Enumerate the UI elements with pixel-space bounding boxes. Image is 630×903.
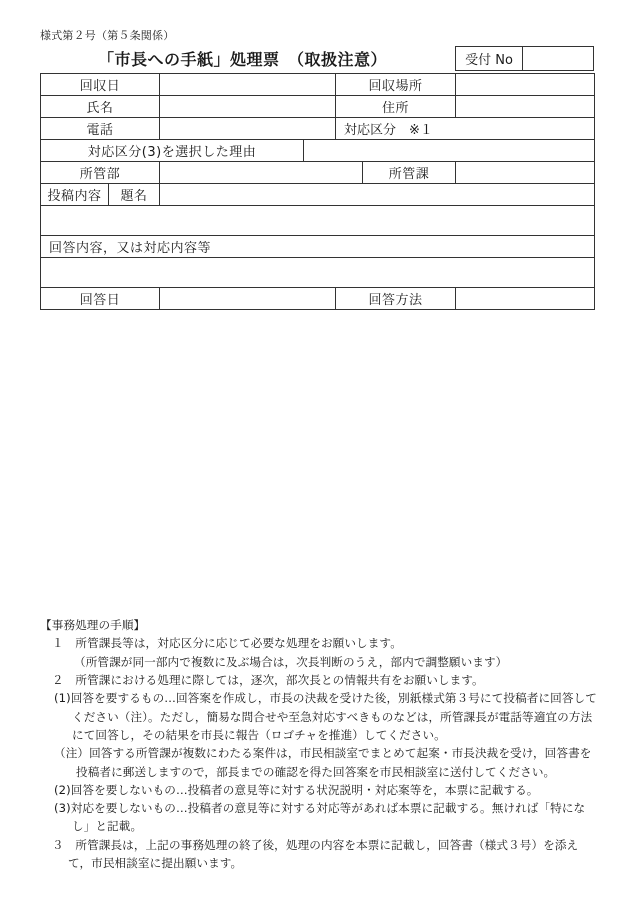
label-name: 氏名	[41, 96, 160, 118]
table-row-answer-date	[41, 288, 595, 310]
table-row-reason	[41, 140, 595, 162]
label-answer-content: 回答内容，又は対応内容等	[41, 236, 595, 258]
main-form-table	[40, 73, 595, 310]
table-row-name	[41, 96, 595, 118]
table-row-answer-body	[41, 258, 595, 288]
table-row-department	[41, 162, 595, 184]
instructions-block	[40, 616, 600, 872]
receipt-number-field[interactable]	[523, 47, 593, 70]
instruction-line-2-item-3: (3)対応を要しないもの…投稿者の意見等に対する対応等があれば本票に記載する。無ければ「特になし」と記載。	[54, 801, 586, 834]
label-subject: 題名	[109, 184, 160, 206]
field-collection-place[interactable]	[456, 74, 595, 96]
field-subject[interactable]	[160, 184, 595, 206]
label-answer-date: 回答日	[41, 288, 160, 310]
table-row-subject	[41, 184, 595, 206]
label-response-category: 対応区分 ※１	[336, 118, 595, 140]
field-phone[interactable]	[160, 118, 336, 140]
receipt-number-label: 受付 No	[456, 47, 523, 70]
label-department: 所管部	[41, 162, 160, 184]
field-address[interactable]	[456, 96, 595, 118]
table-row-answer-head	[41, 236, 595, 258]
instruction-line-1-note: （所管課が同一部内で複数に及ぶ場合は，次長判断のうえ，部内で調整願います）	[74, 654, 508, 669]
label-collection-place: 回収場所	[336, 74, 456, 96]
field-department[interactable]	[160, 162, 363, 184]
field-post-body[interactable]	[41, 206, 595, 236]
field-reason[interactable]	[304, 140, 595, 162]
table-row-post-body	[41, 206, 595, 236]
instruction-line-2-item-1-note: （注）回答する所管課が複数にわたる案件は，市民相談室でまとめて起案・市長決裁を受け，回答書を投稿者に郵送しますので，部長までの確認を得た回答案を市民相談室に送付してください。	[54, 746, 592, 779]
instruction-line-2-item-2: (2)回答を要しないもの…投稿者の意見等に対する状況説明・対応案等を，本票に記載する。	[54, 782, 539, 797]
field-name[interactable]	[160, 96, 336, 118]
label-post-content: 投稿内容	[41, 184, 109, 206]
instruction-line-2-item-1: (1)回答を要するもの…回答案を作成し，市長の決裁を受けた後，別紙様式第３号にて投稿者に回答してください（注）。ただし，簡易な問合せや至急対応すべきものなどは，所管課長が電話等適宜の方法にて回答し，その結果を市長に報告（ロゴチャを推進）してください。	[54, 691, 597, 742]
field-answer-body[interactable]	[41, 258, 595, 288]
label-section: 所管課	[363, 162, 456, 184]
label-collection-date: 回収日	[41, 74, 160, 96]
instruction-line-3: ３ 所管課長は，上記の事務処理の終了後，処理の内容を本票に記載し，回答書（様式３号）を添えて，市民相談室に提出願います。	[52, 837, 579, 871]
label-address: 住所	[336, 96, 456, 118]
instruction-line-1: １ 所管課長等は，対応区分に応じて必要な処理をお願いします。	[52, 636, 402, 651]
table-row-collection-date	[41, 74, 595, 96]
table-row-phone	[41, 118, 595, 140]
page-title: 「市長への手紙」処理票 （取扱注意）	[98, 50, 388, 69]
field-answer-date[interactable]	[160, 288, 336, 310]
instructions-title: 【事務処理の手順】	[40, 618, 146, 632]
title-row	[40, 46, 594, 72]
field-collection-date[interactable]	[160, 74, 336, 96]
label-answer-method: 回答方法	[336, 288, 456, 310]
receipt-number-box	[455, 46, 594, 71]
label-phone: 電話	[41, 118, 160, 140]
instruction-line-2: ２ 所管課における処理に際しては，逐次，部次長との情報共有をお願いします。	[52, 672, 484, 687]
label-reason: 対応区分(3)を選択した理由	[41, 140, 304, 162]
field-section[interactable]	[456, 162, 595, 184]
form-number: 様式第２号（第５条関係）	[40, 29, 175, 42]
field-answer-method[interactable]	[456, 288, 595, 310]
